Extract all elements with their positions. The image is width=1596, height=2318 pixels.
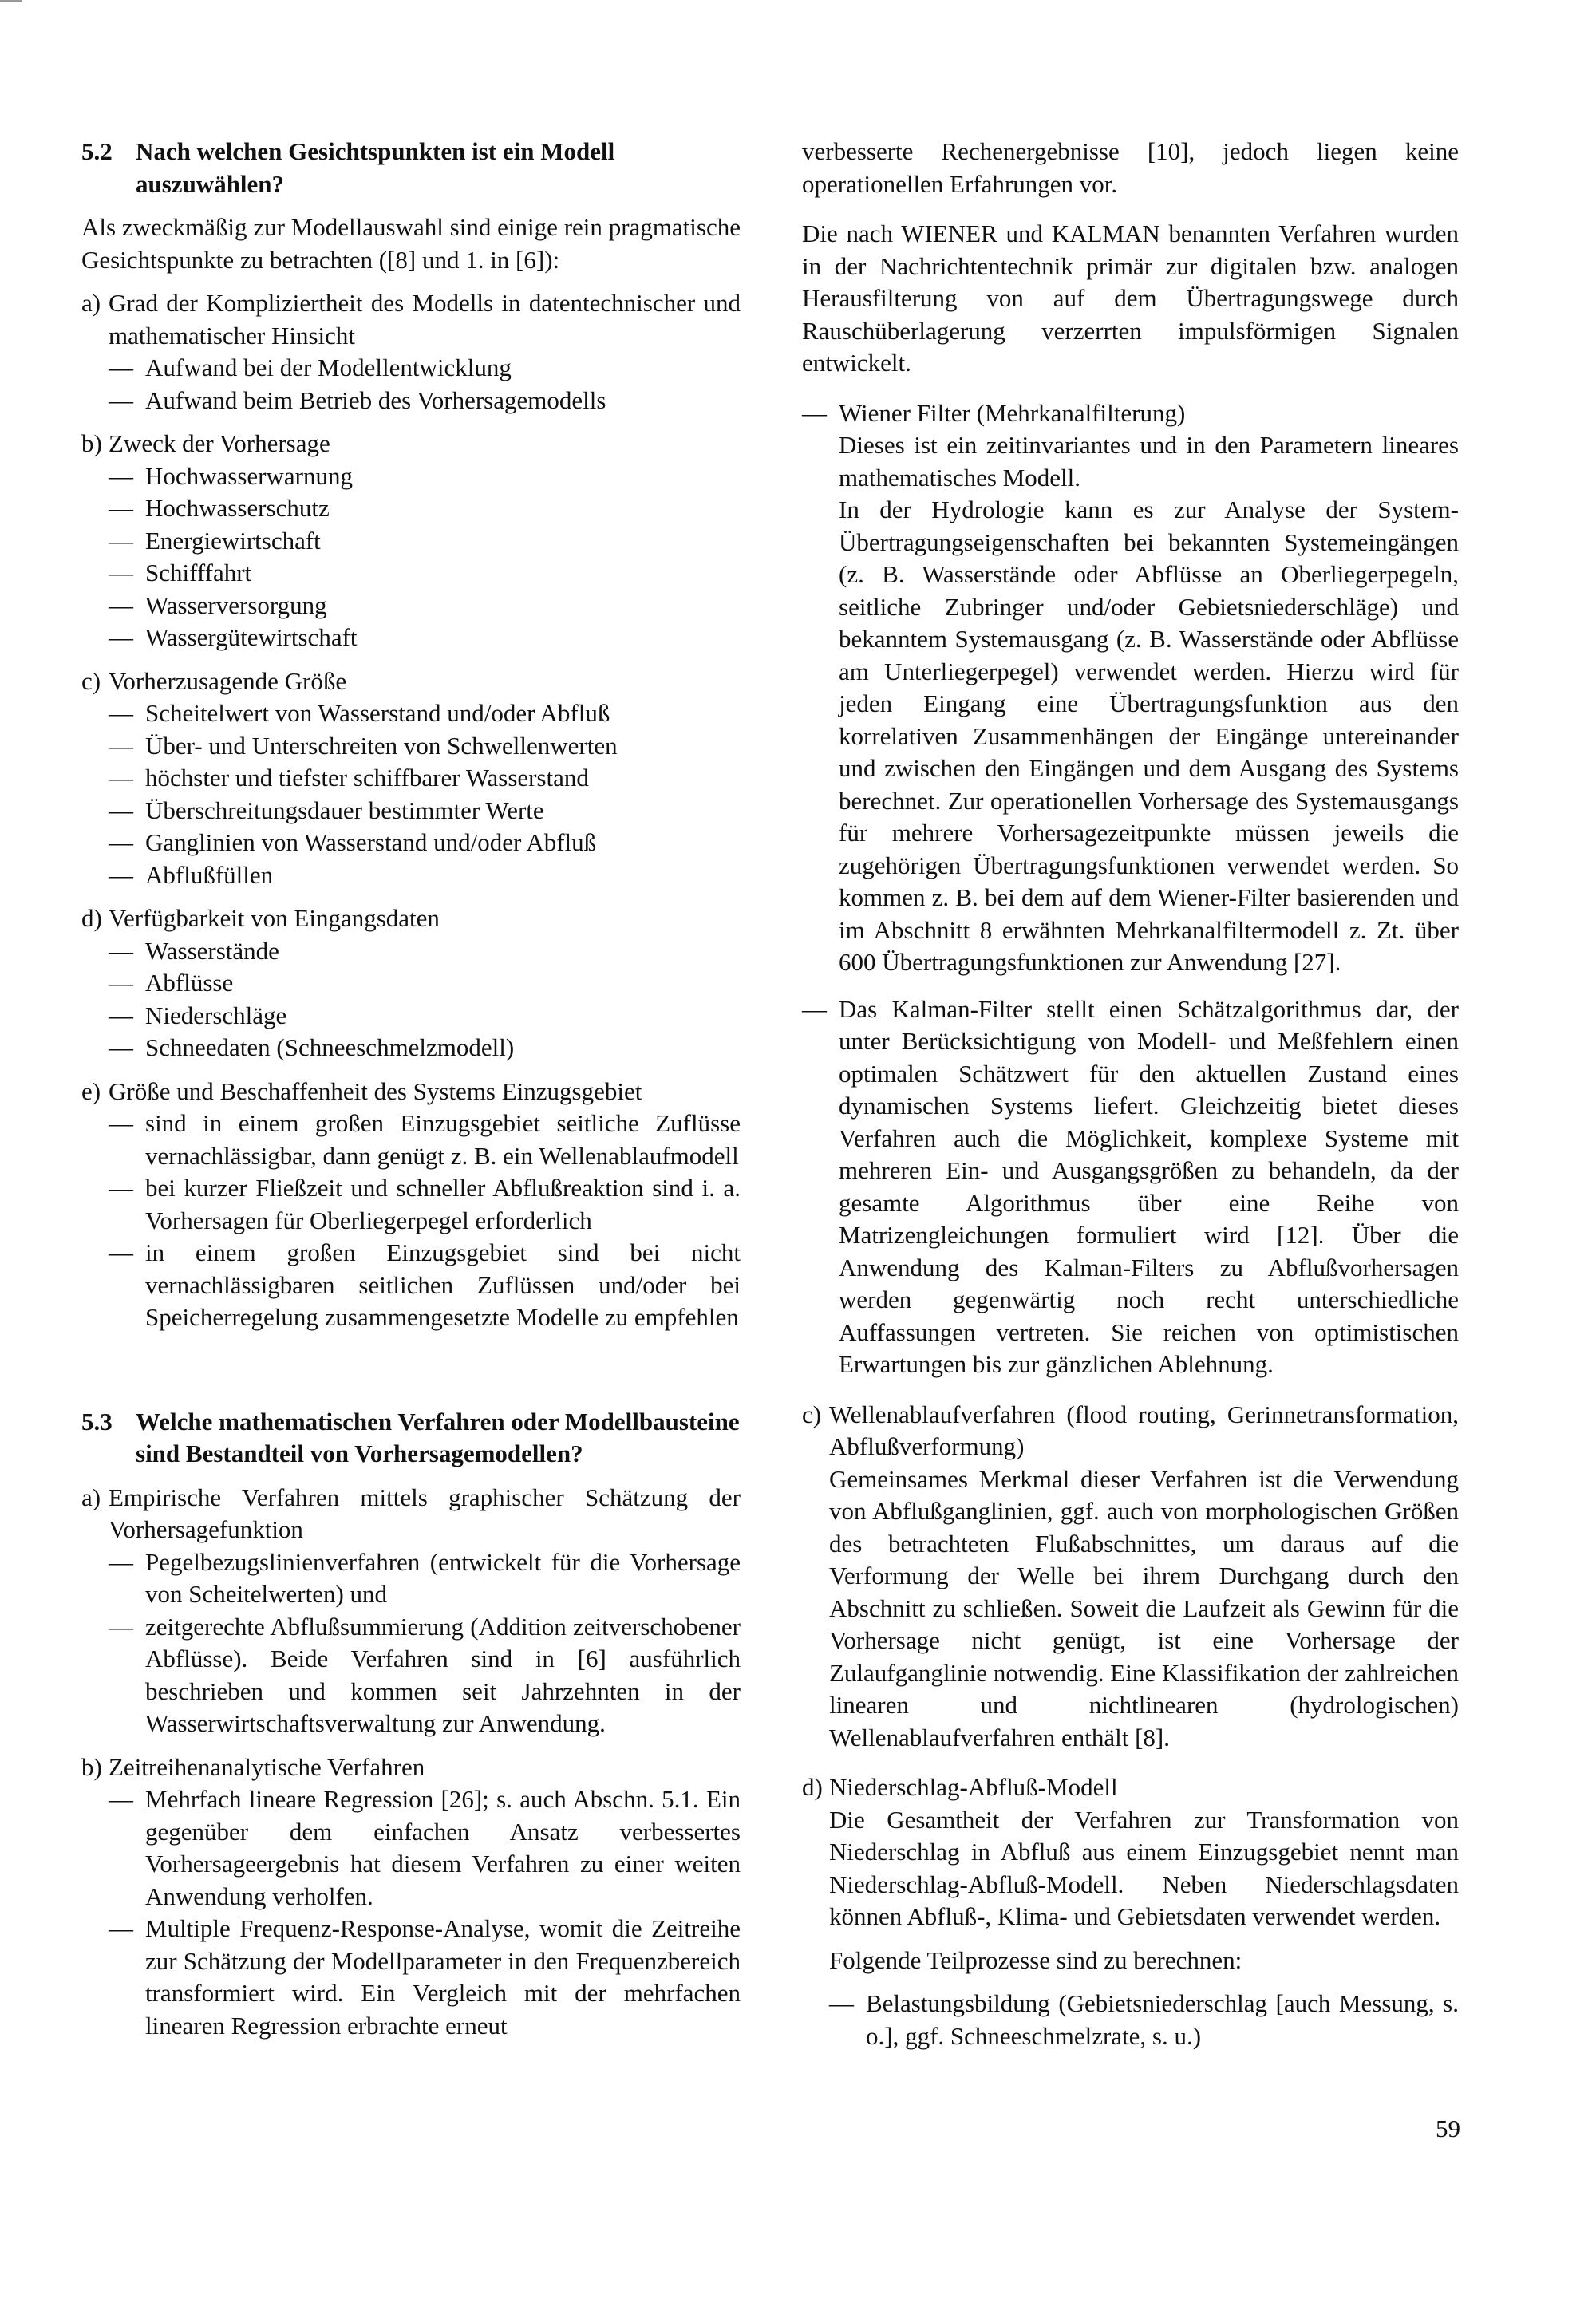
section-title: Nach welchen Gesichtspunkten ist ein Modell auszuwählen? [136,137,615,198]
list-item: — Multiple Frequenz-Response-Analyse, womit die Zeitreihe zur Schätzung der Modellparameter in den Frequenzbereich transformiert wird. Ein Vergleich mit der mehrfachen linearen Regression erbrachte erneut [109,1914,741,2040]
list-item: — Abflüsse [109,969,234,997]
item-text: Empirische Verfahren mittels graphischer Schätzung der Vorhersagefunktion [109,1483,741,1543]
dash-list [109,460,741,654]
list-item-e [81,1076,741,1334]
dash-bullet: — [109,353,133,381]
dash-list [829,1988,1459,2052]
item-label: c) [802,1400,822,1428]
right-column [802,136,1459,2052]
page-number: 59 [1436,2115,1460,2142]
wiener-filter-item: — Wiener Filter (Mehrkanalfilterung) Dieses ist ein zeitinvariantes und in den Parametern lineares mathematisches Modell. In der Hydrologie kann es zur Analyse der System-Übertragungseigenschaften bei bekannten Systemeingängen (z. B. Wasserstände oder Abflüsse an Oberliegerpegeln, seitliche Zubringer und/oder Gebietsniederschläge) und bekanntem Systemausgang (z. B. Wasserstände oder Abflüsse am Unterliegerpegel) verwendet werden. Hierzu wird für jeden Eingang eine Übertragungsfunktion aus den korrelativen Zusammenhängen der Eingänge untereinander und zwischen den Eingängen und dem Ausgang des Systems berechnet. Zur operationellen Vorhersage des Systemausgangs für mehrere Vorhersagezeitpunkte müssen jeweils die zugehörigen Übertragungsfunktionen verwendet werden. So kommen z. B. bei dem auf dem Wiener-Filter basierenden und im Abschnitt 8 erwähnten Mehrkanalfiltermodell z. Zt. über 600 Übertragungsfunktionen zur Anwendung [27]. [802,397,1459,979]
dash-bullet: — [109,385,133,414]
list-item: — Mehrfach lineare Regression [26]; s. auch Abschn. 5.1. Ein gegenüber dem einfachen Ansatz verbessertes Vorhersageergebnis hat diesem Verfahren zu einer weiten Anwendung verholfen. [109,1785,741,1910]
list-item-a [81,287,741,417]
item-text: Gemeinsames Merkmal dieser Verfahren ist die Verwendung von Abflußganglinien, ggf. auch von morphologischen Größen des betrachteten Flußabschnittes, um daraus auf die Verformung der Welle bei ihrem Durchgang durch den Abschnitt zu schließen. Soweit die Laufzeit als Gewinn für die Vorhersage nicht genügt, ist eine Vorhersage der Zulaufganglinie notwendig. Eine Klassifikation der zahlreichen linearen und nichtlinearen (hydrologischen) Wellenablaufverfahren enthält [8]. [829,1464,1459,1751]
item-text: Die Gesamtheit der Verfahren zur Transformation von Niederschlag in Abfluß aus einem Einzugsgebiet nennt man Niederschlag-Abfluß-Modell. Neben Niederschlagsdaten können Abfluß-, Klima- und Gebietsdaten verwendet werden. [829,1805,1459,1930]
list-item: — Niederschläge [109,1001,287,1029]
list-item: — Wassergütewirtschaft [109,623,358,651]
list-item: — bei kurzer Fließzeit und schneller Abflußreaktion sind i. a. Vorhersagen für Oberliegerpegel erforderlich [109,1174,741,1234]
dash-list [109,1108,741,1334]
list-item-d [81,902,741,1064]
item-text: Größe und Beschaffenheit des Systems Einzugsgebiet [109,1076,642,1105]
item-text: In der Hydrologie kann es zur Analyse der System-Übertragungseigenschaften bei bekannten Systemeingängen (z. B. Wasserstände oder Abflüsse an Oberliegerpegeln, seitliche Zubringer und/oder Gebietsniederschläge) und bekanntem Systemausgang (z. B. Wasserstände oder Abflüsse am Unterliegerpegel) verwendet werden. Hierzu wird für jeden Eingang eine Übertragungsfunktion aus den korrelativen Zusammenhängen der Eingänge untereinander und zwischen den Eingängen und dem Ausgang des Systems berechnet. Zur operationellen Vorhersage des Systemausgangs für mehrere Vorhersagezeitpunkte müssen jeweils die zugehörigen Übertragungsfunktionen verwendet werden. So kommen z. B. bei dem auf dem Wiener-Filter basierenden und im Abschnitt 8 erwähnten Mehrkanalfiltermodell z. Zt. über 600 Übertragungsfunktionen zur Anwendung [27]. [839,496,1459,976]
dash-list [109,352,741,417]
item-label: c) [81,666,101,695]
section-5-3-heading [81,1406,741,1471]
list-item-c [81,665,741,892]
continued-paragraph: verbesserte Rechenergebnisse [10], jedoch liegen keine operationellen Erfahrungen vor. [802,137,1459,198]
list-item: — Aufwand bei der Modellentwicklung [109,352,741,385]
item-text: Das Kalman-Filter stellt einen Schätzalgorithmus dar, der unter Berücksichtigung von Modell- und Meßfehlern einen optimalen Schätzwert für den aktuellen Zustand eines dynamischen Systems liefert. Gleichzeitig bietet dieses Verfahren auch die Möglichkeit, komplexe Systeme mit mehreren Ein- und Ausgangsgrößen zu behandeln, da der gesamte Algorithmus über eine Reihe von Matrizengleichungen formuliert wird [12]. Über die Anwendung des Kalman-Filters zu Abflußvorhersagen werden gegenwärtig noch recht unterschiedliche Auffassungen vertreten. Sie reichen von optimistischen Erwartungen bis zur gänzlichen Ablehnung. [839,994,1459,1378]
list-item: — Wasserstände [109,936,279,965]
list-item: — Über- und Unterschreiten von Schwellenwerten [109,731,618,760]
list-item: — Pegelbezugslinienverfahren (entwickelt für die Vorhersage von Scheitelwerten) und [109,1547,741,1608]
section-5-2-heading [81,136,741,200]
list-item-c-right [802,1399,1459,1755]
item-heading: Niederschlag-Abfluß-Modell [829,1773,1118,1801]
intro-paragraph: Als zweckmäßig zur Modellauswahl sind einige rein pragmatische Gesichtspunkte zu betrachten ([8] und 1. in [6]): [81,213,741,274]
list-item: — in einem großen Einzugsgebiet sind bei nicht vernachlässigbaren seitlichen Zuflüssen und/oder bei Speicherregelung zusammengesetzte Modelle zu empfehlen [109,1238,741,1331]
list-item: — Belastungsbildung (Gebietsniederschlag [auch Messung, s. o.], ggf. Schneeschmelzrate, s. u.) [829,1989,1459,2050]
dash-list [109,697,741,891]
item-label: b) [81,429,102,457]
left-column [81,136,741,2042]
item-label: a) [81,1483,101,1511]
list-item: — Schifffahrt [109,559,252,586]
list-item: — höchster und tiefster schiffbarer Wasserstand [109,764,589,792]
wiener-kalman-paragraph: Die nach WIENER und KALMAN benannten Verfahren wurden in der Nachrichtentechnik primär zur digitalen bzw. analogen Herausfilterung von auf dem Übertragungswege durch Rauschüberlagerung verzerrten impulsförmigen Signalen entwickelt. [802,219,1459,377]
filter-list [802,397,1459,1381]
section-title: Welche mathematischen Verfahren oder Modellbausteine sind Bestandteil von Vorhersagemodellen? [136,1407,740,1467]
item-text: Zeitreihenanalytische Verfahren [109,1752,425,1781]
item-label: b) [81,1752,102,1781]
item-text: Grad der Kompliziertheit des Modells in datentechnischer und mathematischer Hinsicht [109,289,741,349]
list-item: — Scheitelwert von Wasserstand und/oder Abfluß [109,699,610,727]
section-number: 5.3 [81,1407,113,1435]
item-text: Vorherzusagende Größe [109,666,347,695]
list-item: — Aufwand beim Betrieb des Vorhersagemodells [109,385,741,417]
item-heading: Wiener Filter (Mehrkanalfilterung) [839,398,1186,427]
dash-list [109,935,741,1064]
dash-list [109,1546,741,1740]
list-item: — Wasserversorgung [109,590,327,619]
list-item-d-right [802,1771,1459,2052]
item-text: Folgende Teilprozesse sind zu berechnen: [829,1945,1242,1974]
scan-mark [0,0,22,2]
item-text: Dieses ist ein zeitinvariantes und in den Parametern lineares mathematisches Modell. [839,431,1459,492]
item-text: Verfügbarkeit von Eingangsdaten [109,904,440,932]
item-label: a) [81,289,101,317]
dash-list [109,1783,741,2042]
list-item: — Ganglinien von Wasserstand und/oder Abfluß [109,828,597,856]
list-item: — Hochwasserschutz [109,494,330,522]
list-item: — sind in einem großen Einzugsgebiet seitliche Zuflüsse vernachlässigbar, dann genügt z. B. ein Wellenablaufmodell [109,1109,741,1170]
list-item: — zeitgerechte Abflußsummierung (Addition zeitverschobener Abflüsse). Beide Verfahren sind in [6] ausführlich beschrieben und kommen seit Jahrzehnten in der Wasserwirtschaftsverwaltung zur Anwendung. [109,1612,741,1737]
list-item: — Schneedaten (Schneeschmelzmodell) [109,1033,515,1061]
list-item-b2 [81,1751,741,2043]
list-item-b [81,428,741,654]
kalman-filter-item: — Das Kalman-Filter stellt einen Schätzalgorithmus dar, der unter Berücksichtigung von Modell- und Meßfehlern einen optimalen Schätzwert für den aktuellen Zustand eines dynamischen Systems liefert. Gleichzeitig bietet dieses Verfahren auch die Möglichkeit, komplexe Systeme mit mehreren Ein- und Ausgangsgrößen zu behandeln, da der gesamte Algorithmus über eine Reihe von Matrizengleichungen formuliert wird [12]. Über die Anwendung des Kalman-Filters zu Abflußvorhersagen werden gegenwärtig noch recht unterschiedliche Auffassungen vertreten. Sie reichen von optimistischen Erwartungen bis zur gänzlichen Ablehnung. [802,993,1459,1381]
list-item: — Hochwasserwarnung [109,461,353,490]
item-label: d) [802,1773,823,1801]
list-item: — Überschreitungsdauer bestimmter Werte [109,796,544,824]
list-item-a2 [81,1482,741,1740]
item-label: d) [81,904,102,932]
item-text: Zweck der Vorhersage [109,429,330,457]
item-heading: Wellenablaufverfahren (flood routing, Gerinnetransformation, Abflußverformung) [829,1400,1459,1460]
section-number: 5.2 [81,137,113,165]
item-label: e) [81,1076,101,1105]
list-item: — Abflußfüllen [109,860,274,889]
list-item: — Energiewirtschaft [109,526,321,555]
